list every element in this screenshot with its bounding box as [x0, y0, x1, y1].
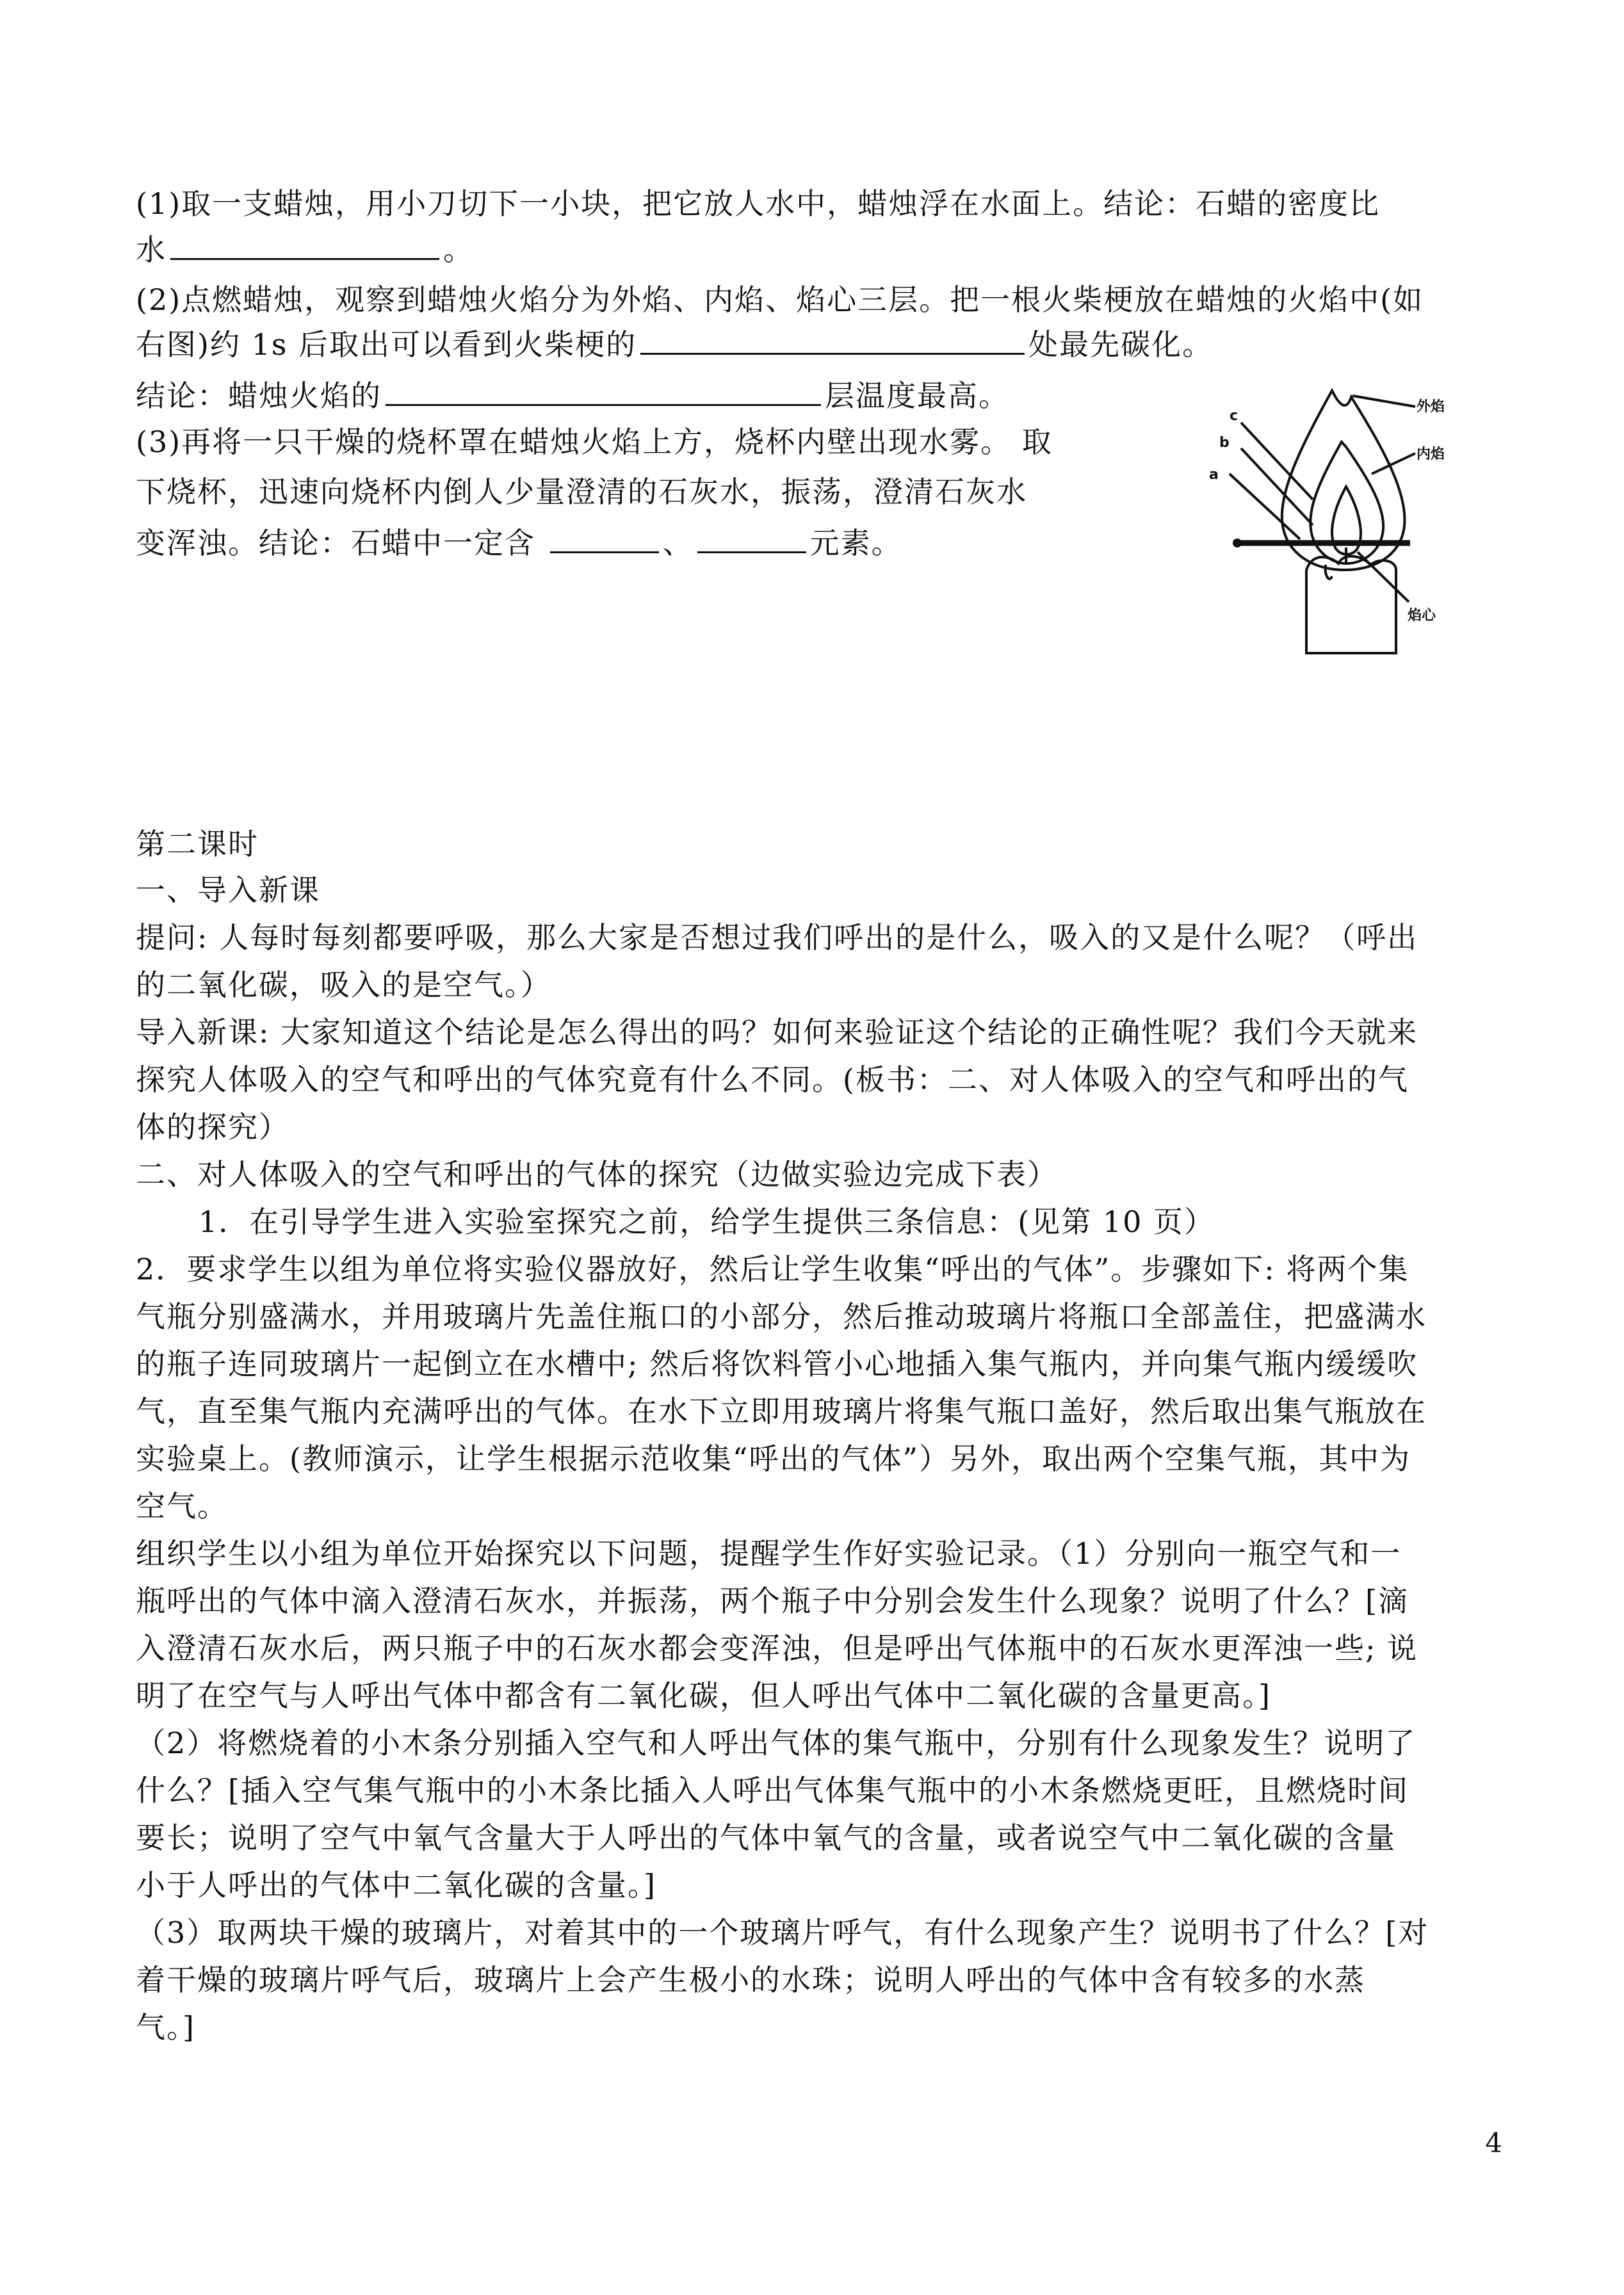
- label-outer-flame: 外焰: [1417, 399, 1445, 415]
- leader-outer: [1352, 396, 1415, 407]
- text-line: （2）将燃烧着的小木条分别插入空气和人呼出气体的集气瓶中，分别有什么现象发生？说明了: [136, 1726, 1417, 1760]
- answer-blank[interactable]: [550, 526, 659, 553]
- text-line: 明了在空气与人呼出气体中都含有二氧化碳，但人呼出气体中二氧化碳的含量更高。]: [136, 1678, 1271, 1713]
- text-line: 导入新课: 大家知道这个结论是怎么得出的吗？如何来验证这个结论的正确性呢？我们今天就来: [136, 1015, 1418, 1050]
- text-line: 的瓶子连同玻璃片一起倒立在水槽中; 然后将饮料管小心地插入集气瓶内，并向集气瓶内缓缓吹: [136, 1347, 1418, 1381]
- answer-blank[interactable]: [170, 232, 439, 260]
- section-heading: 一、导入新课: [136, 873, 320, 907]
- candle-body: [1306, 570, 1396, 653]
- leader-a: [1230, 474, 1300, 539]
- text-line: 要长；说明了空气中氧气含量大于人呼出的气体中氧气的含量，或者说空气中二氧化碳的含量: [136, 1821, 1396, 1855]
- text-line: 小于人呼出的气体中二氧化碳的含量。]: [136, 1868, 656, 1902]
- text-line: 下烧杯，迅速向烧杯内倒人少量澄清的石灰水，振荡，澄清石灰水: [136, 474, 1027, 509]
- candle-flame-figure: [1204, 378, 1486, 660]
- text-line: 变浑浊。结论：石蜡中一定含 、 元素。: [136, 526, 902, 560]
- label-c: c: [1230, 408, 1238, 424]
- text-line: 组织学生以小组为单位开始探究以下问题，提醒学生作好实验记录。（1）分别向一瓶空气和一: [136, 1536, 1402, 1571]
- text-line: 实验桌上。(教师演示，让学生根据示范收集“呼出的气体”）另外，取出两个空集气瓶，其中为: [136, 1441, 1411, 1476]
- text-line: 提问: 人每时每刻都要呼吸，那么大家是否想过我们呼出的是什么，吸入的又是什么呢？（呼出: [136, 920, 1418, 955]
- text-line: 结论：蜡烛火焰的 层温度最高。: [136, 378, 1009, 413]
- text-line: 2．要求学生以组为单位将实验仪器放好，然后让学生收集“呼出的气体”。步骤如下: 将两个集: [136, 1252, 1409, 1286]
- section-heading: 第二课时: [136, 827, 259, 861]
- text-line: （3）取两块干燥的玻璃片，对着其中的一个玻璃片呼气，有什么现象产生？说明书了什么？[对: [136, 1915, 1429, 1950]
- label-inner-flame: 内焰: [1417, 446, 1445, 462]
- text-line: 右图)约 1s 后取出可以看到火柴梗的 处最先碳化。: [136, 327, 1214, 362]
- text-line: 1．在引导学生进入实验室探究之前，给学生提供三条信息：(见第 10 页）: [199, 1204, 1215, 1239]
- text-line: (3)再将一只干燥的烧杯罩在蜡烛火焰上方，烧杯内壁出现水雾。 取: [136, 425, 1053, 459]
- text-line: 瓶呼出的气体中滴入澄清石灰水，并振荡，两个瓶子中分别会发生什么现象？说明了什么？[滴: [136, 1584, 1409, 1618]
- page-number: 4: [1485, 2127, 1502, 2159]
- matchstick-end: [1233, 539, 1242, 547]
- text-line: 着干燥的玻璃片呼气后，玻璃片上会产生极小的水珠；说明人呼出的气体中含有较多的水蒸: [136, 1963, 1365, 1997]
- label-flame-core: 焰心: [1408, 608, 1436, 624]
- text-line: (2)点燃蜡烛，观察到蜡烛火焰分为外焰、内焰、焰心三层。把一根火柴梗放在蜡烛的火焰中(如: [136, 282, 1424, 317]
- label-b: b: [1219, 435, 1230, 451]
- candle-flame-drawing: [1204, 378, 1486, 660]
- text-line: 水 。: [136, 232, 474, 267]
- text-line: 入澄清石灰水后，两只瓶子中的石灰水都会变浑浊，但是呼出气体瓶中的石灰水更浑浊一些; 说: [136, 1631, 1418, 1666]
- text-line: 气。]: [136, 2010, 195, 2045]
- text-line: 气瓶分别盛满水，并用玻璃片先盖住瓶口的小部分，然后推动玻璃片将瓶口全部盖住，把盛满水: [136, 1299, 1427, 1334]
- text-line: (1)取一支蜡烛，用小刀切下一小块，把它放人水中，蜡烛浮在水面上。结论：石蜡的密度比: [136, 186, 1381, 221]
- text-line: 气，直至集气瓶内充满呼出的气体。在水下立即用玻璃片将集气瓶口盖好，然后取出集气瓶放在: [136, 1394, 1427, 1429]
- text-line: 的二氧化碳，吸入的是空气。）: [136, 968, 551, 1002]
- text-line: 体的探究）: [136, 1110, 289, 1144]
- text-line: 空气。: [136, 1489, 228, 1523]
- answer-blank[interactable]: [640, 327, 1025, 355]
- text-line: 什么？[插入空气集气瓶中的小木条比插入人呼出气体集气瓶中的小木条燃烧更旺，且燃烧时间: [136, 1773, 1409, 1808]
- answer-blank[interactable]: [386, 378, 821, 406]
- section-heading: 二、对人体吸入的空气和呼出的气体的探究（边做实验边完成下表）: [136, 1157, 1058, 1192]
- answer-blank[interactable]: [697, 526, 806, 553]
- label-a: a: [1209, 467, 1219, 483]
- text-line: 探究人体吸入的空气和呼出的气体究竟有什么不同。(板书：二、对人体吸入的空气和呼出的气: [136, 1062, 1409, 1097]
